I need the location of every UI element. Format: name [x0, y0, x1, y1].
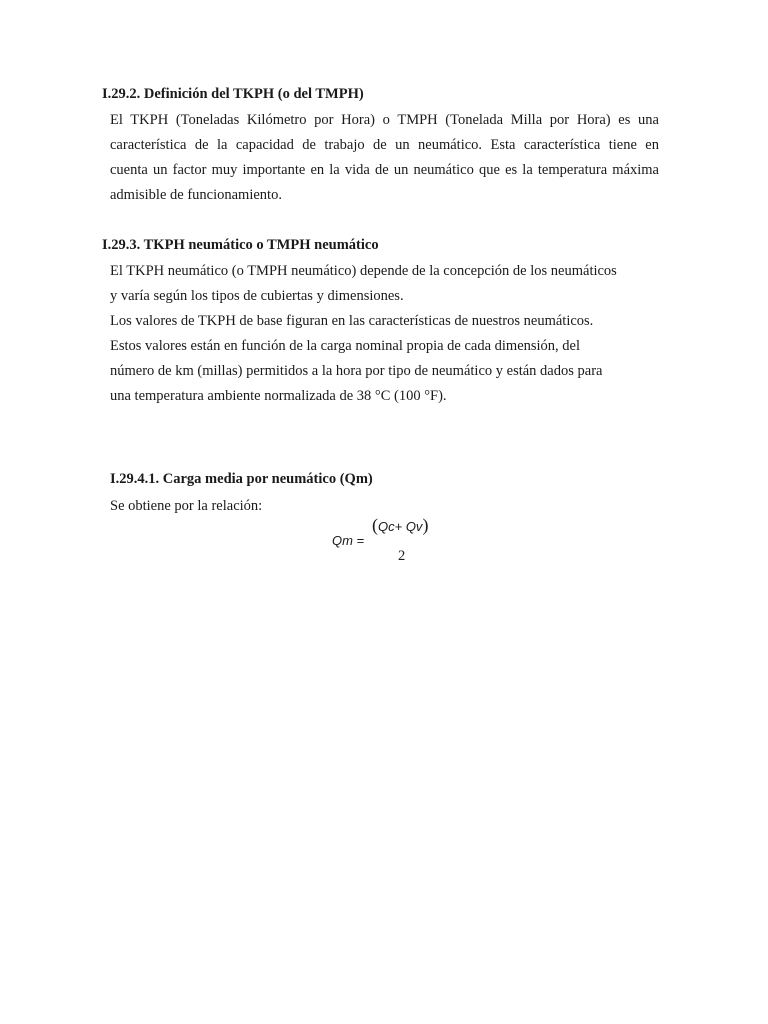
text-line: cuenta un factor muy importante en la vida de un neumático que es la temperatura máxima: [110, 162, 659, 178]
text-line: Se obtiene por la relación:: [110, 498, 263, 514]
heading-definicion-tkph: I.29.2. Definición del TKPH (o del TMPH): [102, 86, 364, 102]
formula-numerator-text: Qc+ Qv: [378, 519, 423, 534]
text-line: admisible de funcionamiento.: [110, 187, 282, 203]
paragraph-definicion-tkph: [110, 108, 659, 208]
text-line: Estos valores están en función de la carga nominal propia de cada dimensión, del: [110, 338, 581, 354]
text-line: una temperatura ambiente normalizada de 38 °C (100 °F).: [110, 388, 447, 404]
formula-denominator: 2: [398, 548, 406, 564]
formula-paren-close: ): [422, 515, 429, 535]
text-line: El TKPH (Toneladas Kilómetro por Hora) o TMPH (Tonelada Milla por Hora) es una: [110, 112, 659, 128]
paragraph-tkph-neumatico: [110, 259, 659, 409]
formula-lhs: Qm =: [332, 533, 365, 548]
text-line: Los valores de TKPH de base figuran en las características de nuestros neumáticos.: [110, 313, 594, 329]
formula-qm: [330, 515, 450, 575]
text-line: El TKPH neumático (o TMPH neumático) depende de la concepción de los neumáticos: [110, 263, 617, 279]
heading-carga-media: I.29.4.1. Carga media por neumático (Qm): [110, 471, 373, 487]
text-line: número de km (millas) permitidos a la hora por tipo de neumático y están dados para: [110, 363, 603, 379]
text-line: y varía según los tipos de cubiertas y dimensiones.: [110, 288, 404, 304]
formula-numerator: [372, 515, 428, 536]
formula-paren-open: (: [372, 515, 378, 535]
text-line: característica de la capacidad de trabajo de un neumático. Esta característica tiene en: [110, 137, 659, 153]
heading-tkph-neumatico: I.29.3. TKPH neumático o TMPH neumático: [102, 237, 379, 253]
